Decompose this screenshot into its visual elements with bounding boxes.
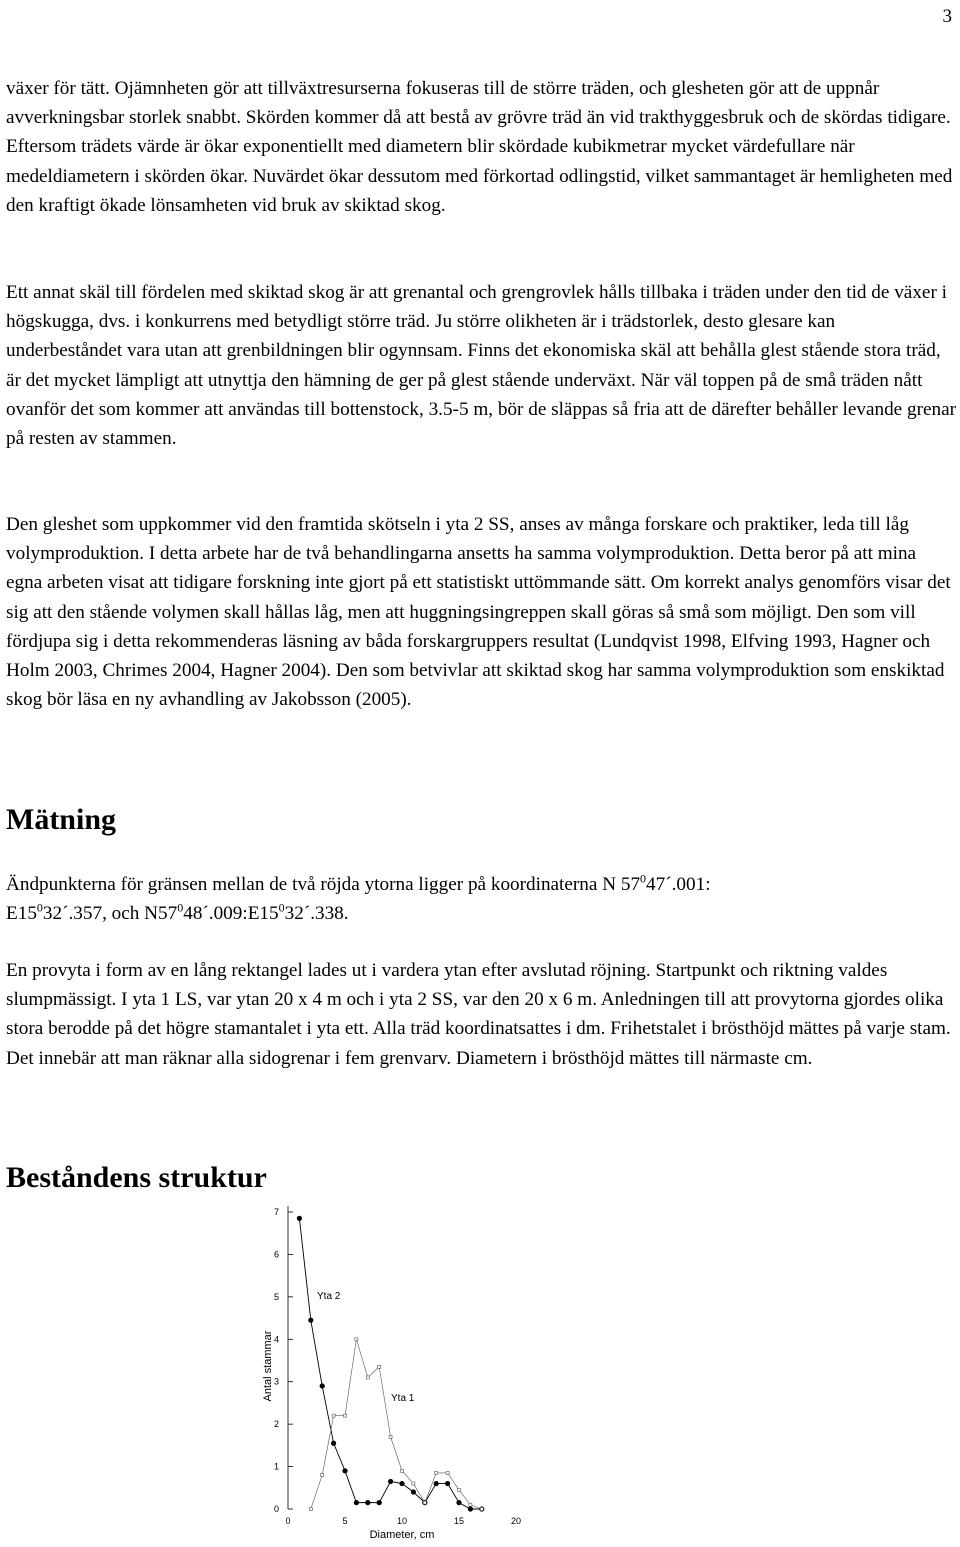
data-point-2 [366, 1376, 369, 1379]
data-point-2 [412, 1482, 415, 1485]
data-point-1 [331, 1441, 336, 1446]
y-tick-label: 3 [273, 1376, 279, 1387]
y-tick-label: 4 [273, 1334, 279, 1345]
data-point-1 [411, 1489, 416, 1494]
data-point-2 [332, 1414, 335, 1417]
series-line-1 [299, 1218, 481, 1509]
data-point-1 [468, 1506, 473, 1511]
paragraph-1: växer för tätt. Ojämnheten gör att tillväxtresurserna fokuseras till de större träden, och glesheten gör att de uppnår avverkningsbar storlek snabbt. Skörden kommer då att bestå av grövre träd än vid trakthyggesbruk och de skördas tidigare. Eftersom trädets värde är ökar exponentiellt med diametern blir skördade kubikmetrar mycket värdefullare när medeldiametern i skörden ökar. Nuvärdet ökar dessutom med förkortad odlingstid, vilket sammantaget är hemligheten med den kraftigt ökade lönsamheten vid bruk av skiktad skog. [6, 78, 953, 216]
diameter-distribution-chart [250, 1196, 550, 1547]
data-point-1 [388, 1479, 393, 1484]
data-point-2 [401, 1469, 404, 1472]
paragraph-coordinates: Ändpunkterna för gränsen mellan de två röjda ytorna ligger på koordinaterna N $57^047´.001$: $E15^032´.357$, och $N57^048´.009:E15^032´.338$. [6, 871, 711, 925]
x-axis-label: Diameter, cm [369, 1529, 435, 1541]
heading-matning: Mätning [6, 803, 117, 836]
data-point-1 [377, 1500, 382, 1505]
page-number: 3 [942, 6, 952, 27]
data-point-1 [445, 1481, 450, 1486]
data-point-2 [389, 1435, 392, 1438]
data-point-2 [480, 1508, 483, 1511]
y-tick-label: 5 [273, 1291, 279, 1302]
y-tick-label: 1 [273, 1461, 279, 1472]
series-line-2 [311, 1339, 482, 1509]
paragraph-provyta: En provyta i form av en lång rektangel lades ut i vardera ytan efter avslutad röjning. Startpunkt och riktning valdes slumpmässigt. I yta 1 LS, var ytan 20 x 4 m och i yta 2 SS, var den 20 x 6 m. Anledningen till att provytorna gjordes olika stora berodde på det högre stamantalet i yta ett. Alla träd koordinatsattes i dm. Frihetstalet i brösthöjd mättes på varje stam. Det innebär att man räknar alla sidogrenar i fem grenvarv. Diametern i brösthöjd mättes till närmaste cm. [6, 960, 951, 1069]
data-point-1 [354, 1500, 359, 1505]
data-point-1 [297, 1216, 302, 1221]
annotation-yta-2: Yta 2 [317, 1291, 341, 1302]
data-point-1 [365, 1500, 370, 1505]
paragraph-2: Ett annat skäl till fördelen med skiktad skog är att grenantal och grengrovlek hålls tillbaka i träden under den tid de växer i högskugga, dvs. i konkurrens med betydligt större träd. Ju större olikheten är i trädstorlek, desto glesare kan underbeståndet vara utan att grenbildningen blir ogynnsam. Finns det ekonomiska skäl att behålla glest stående stora träd, är det mycket lämpligt att utnyttja den hämning de ger på glest stående underväxt. När väl toppen på de små träden nått ovanför det som kommer att användas till bottenstock, 3.5-5 m, bör de släppas så fria att de därefter behåller levande grenar på resten av stammen. [6, 282, 956, 450]
data-point-2 [378, 1365, 381, 1368]
data-point-2 [435, 1471, 438, 1474]
data-point-2 [469, 1503, 472, 1506]
heading-bestandens-struktur: Beståndens struktur [6, 1161, 267, 1194]
data-point-1 [456, 1500, 461, 1505]
data-point-2 [309, 1508, 312, 1511]
data-point-1 [320, 1383, 325, 1388]
annotation-yta-1: Yta 1 [391, 1393, 415, 1404]
x-tick-label: 20 [510, 1516, 522, 1526]
data-point-2 [355, 1338, 358, 1341]
y-tick-label: 7 [273, 1207, 279, 1217]
y-tick-label: 0 [273, 1504, 279, 1514]
data-point-1 [308, 1318, 313, 1323]
data-point-2 [446, 1471, 449, 1474]
y-axis-label: Antal stammar [262, 1330, 274, 1402]
x-tick-label: 10 [396, 1516, 408, 1526]
y-tick-label: 6 [273, 1249, 279, 1260]
data-point-2 [344, 1414, 347, 1417]
x-tick-label: 0 [285, 1516, 291, 1526]
data-point-2 [458, 1488, 461, 1491]
paragraph-3: Den gleshet som uppkommer vid den framtida skötseln i yta 2 SS, anses av många forskare och praktiker, leda till låg volymproduktion. I detta arbete har de två behandlingarna ansetts ha samma volymproduktion. Detta beror på att mina egna arbeten visat att tidigare forskning inte gjort på ett statistiskt uttömmande sätt. Om korrekt analys genomförs visar det sig att den stående volymen skall hållas låg, men att huggningsingreppen skall göras så små som möjligt. Den som vill fördjupa sig i detta rekommenderas läsning av båda forskargruppers resultat (Lundqvist 1998, Elfving 1993, Hagner och Holm 2003, Chrimes 2004, Hagner 2004). Den som betvivlar att skiktad skog har samma volymproduktion som enskiktad skog bör läsa en ny avhandling av Jakobsson (2005). [6, 514, 951, 711]
data-point-1 [434, 1481, 439, 1486]
data-point-2 [321, 1474, 324, 1477]
x-tick-label: 5 [342, 1516, 348, 1526]
data-point-1 [342, 1468, 347, 1473]
data-point-1 [399, 1481, 404, 1486]
y-tick-label: 2 [273, 1419, 279, 1430]
data-point-2 [423, 1501, 426, 1504]
x-tick-label: 15 [453, 1516, 465, 1526]
